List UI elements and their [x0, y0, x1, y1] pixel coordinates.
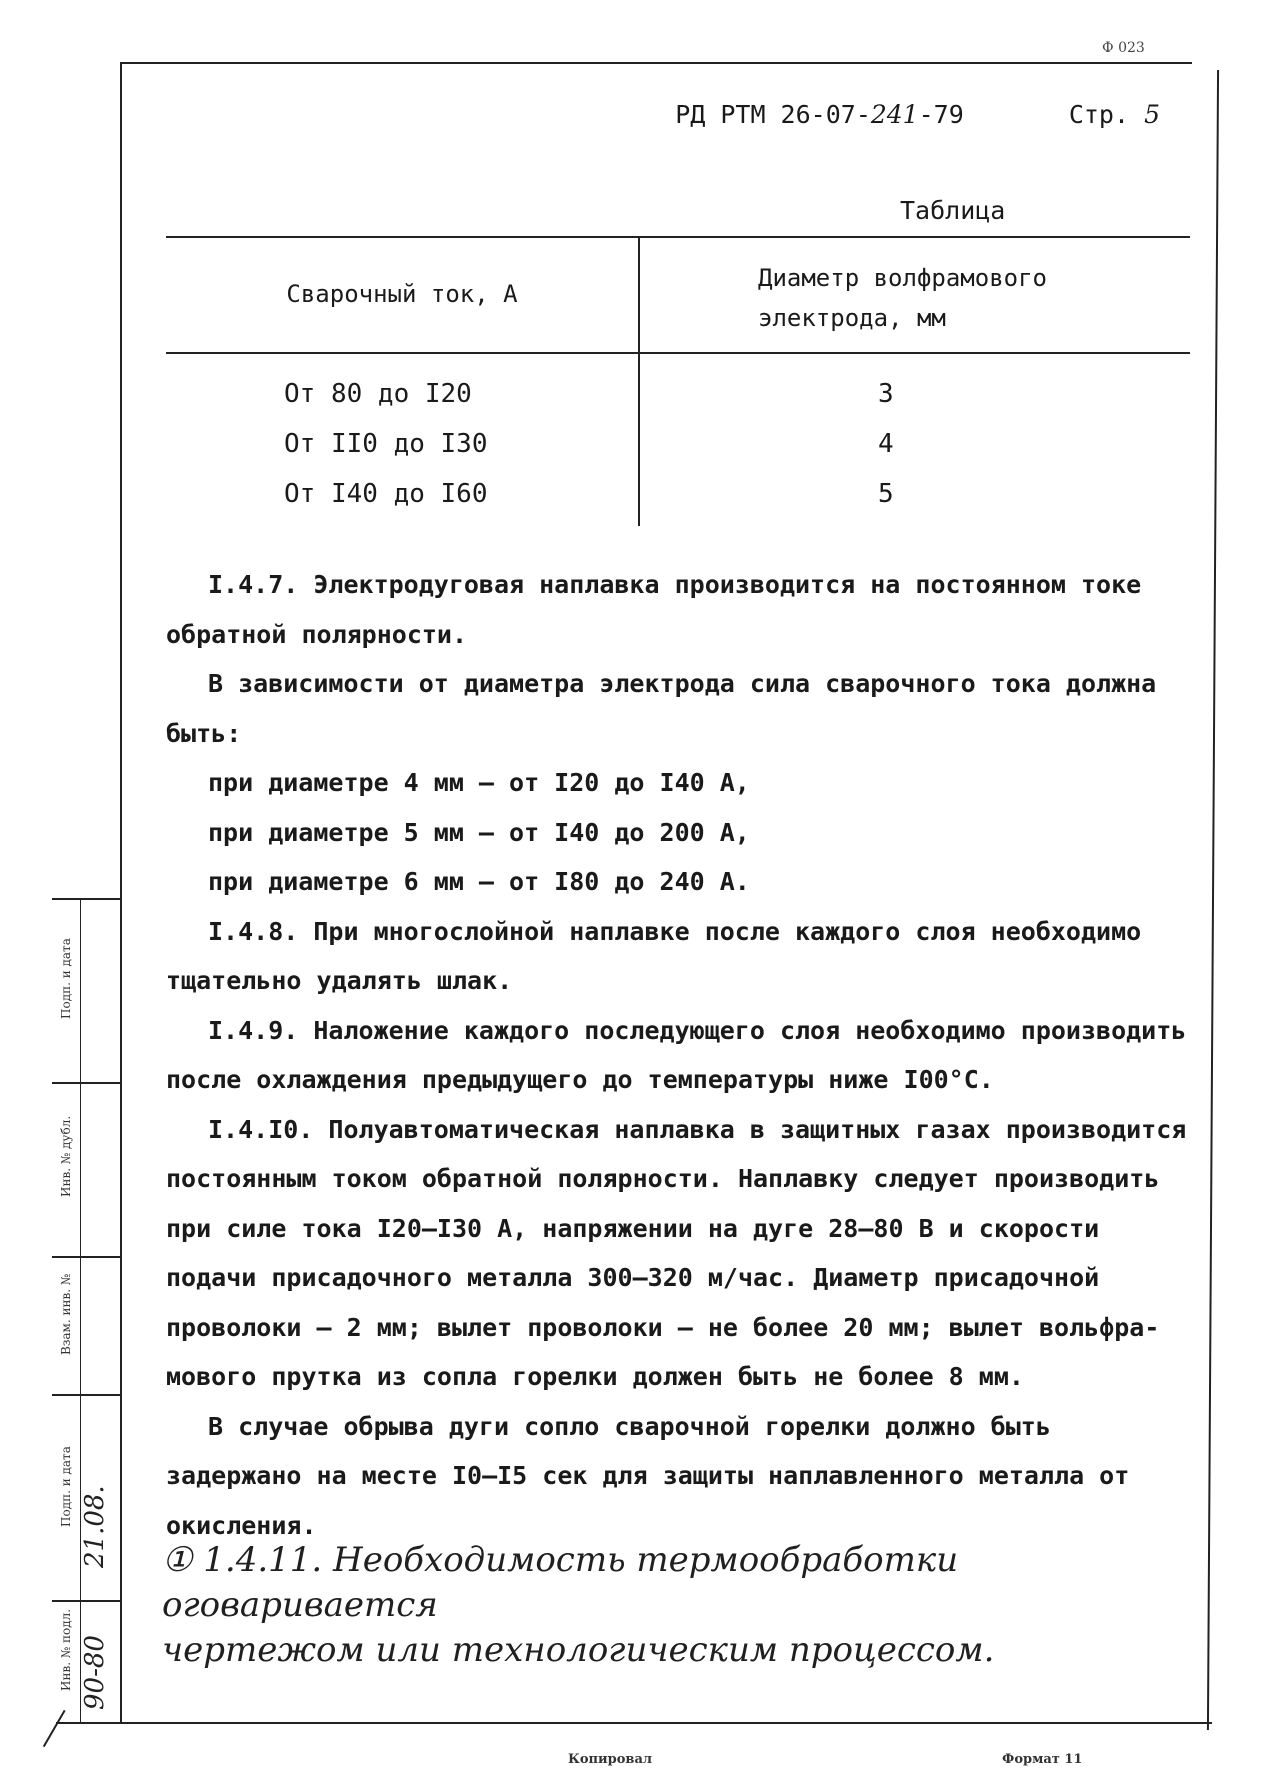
table-top-rule	[166, 236, 1190, 238]
table-cell-diameter: 4	[878, 429, 894, 459]
list-item: при диаметре 6 мм – от I80 до 240 А.	[208, 867, 750, 896]
frame-top-border	[122, 62, 1192, 64]
document-header	[0, 100, 1160, 129]
paragraph-1-4-8: I.4.8. При многослойной наплавке после каждого слоя необходимо	[208, 916, 1142, 946]
table-header-diameter	[758, 258, 1047, 338]
stamp-label-replacement-inventory: Взам. инв. №	[59, 1273, 73, 1355]
table-header-current: Сварочный ток, А	[286, 280, 518, 308]
stamp-label-signature-date: Подп. и дата	[59, 938, 73, 1019]
list-item: при диаметре 5 мм – от I40 до 200 А,	[208, 817, 750, 847]
table-header-diameter-line1: Диаметр волфрамового	[758, 264, 1047, 292]
frame-left-border	[120, 62, 122, 1722]
paragraph-1-4-10: I.4.I0. Полуавтоматическая наплавка в защитных газах производится	[208, 1114, 1187, 1144]
frame-bottom-border	[56, 1722, 1212, 1724]
table-row	[166, 379, 1190, 429]
text-line: обратной полярности.	[166, 619, 468, 649]
text-line: окисления.	[166, 1510, 317, 1540]
table-header-diameter-line2: электрода, мм	[758, 304, 946, 332]
data-table	[166, 236, 1190, 526]
text-line: после охлаждения предыдущего до температуры ниже I00°С.	[166, 1065, 994, 1094]
table-cell-current: От I40 до I60	[284, 479, 488, 509]
handwritten-addendum	[162, 1538, 1222, 1673]
stamp-label-dup-inventory: Инв. № дубл.	[59, 1115, 73, 1197]
stamp-date-value: 21.08.	[80, 1485, 110, 1568]
table-row	[166, 479, 1190, 529]
text-line: проволоки – 2 мм; вылет проволоки – не более 20 мм; вылет вольфра-	[166, 1312, 1160, 1342]
handwritten-line-2: чертежом или технологическим процессом.	[162, 1630, 995, 1670]
text-line: I.4.7. Электродуговая наплавка производится на постоянном токе	[208, 570, 1142, 599]
text-line: В зависимости от диаметра электрода сила сварочного тока должна	[208, 669, 1157, 698]
table-row	[166, 429, 1190, 479]
text-line: быть:	[166, 718, 242, 748]
footer-copied: Копировал	[568, 1752, 653, 1767]
text-line: задержано на месте I0–I5 сек для защиты наплавленного металла от	[166, 1461, 1130, 1490]
paragraph-1-4-7	[166, 560, 1206, 610]
page-number: 5	[1144, 100, 1160, 129]
text-line: постоянным током обратной полярности. Наплавку следует производить	[166, 1164, 1160, 1193]
body-text	[166, 560, 1206, 1550]
stamp-divider	[52, 1082, 120, 1084]
paragraph-1-4-9: I.4.9. Наложение каждого последующего слоя необходимо производить	[208, 1015, 1187, 1045]
table-caption: Таблица	[900, 196, 1006, 225]
doc-suffix: -79	[918, 100, 964, 129]
list-item: при диаметре 4 мм – от I20 до I40 А,	[208, 768, 750, 797]
frame-right-border	[1207, 70, 1219, 1730]
stamp-divider	[52, 898, 120, 900]
doc-prefix: РД РТМ 26-07-	[675, 100, 871, 129]
stamp-divider	[52, 1256, 120, 1258]
table-header-rule	[166, 352, 1190, 354]
page-label: Стр.	[1068, 100, 1130, 129]
stamp-inventory-value: 90-80	[80, 1635, 110, 1710]
text-line: подачи присадочного металла 300–320 м/час. Диаметр присадочной	[166, 1263, 1100, 1292]
text-line: тщательно удалять шлак.	[166, 966, 513, 995]
footer-format: Формат 11	[1002, 1752, 1083, 1767]
text-line: мового прутка из сопла горелки должен быть не более 8 мм.	[166, 1362, 1024, 1391]
table-cell-current: От 80 до I20	[284, 379, 472, 409]
table-cell-diameter: 5	[878, 479, 894, 509]
form-code: Ф 023	[1102, 40, 1145, 56]
table-cell-diameter: 3	[878, 379, 894, 409]
paragraph-arc-break: В случае обрыва дуги сопло сварочной горелки должно быть	[208, 1411, 1051, 1441]
stamp-label-original-inventory: Инв. № подл.	[59, 1608, 73, 1691]
stamp-label-signature-date-2: Подп. и дата	[59, 1446, 73, 1527]
stamp-divider	[52, 1394, 120, 1396]
handwritten-line-1: ① 1.4.11. Необходимость термообработки оговаривается	[162, 1540, 959, 1625]
side-stamp	[52, 898, 120, 1722]
text-line: при силе тока I20–I30 А, напряжении на дуге 28–80 В и скорости	[166, 1213, 1100, 1243]
table-cell-current: От II0 до I30	[284, 429, 488, 459]
corner-mark	[43, 1710, 81, 1756]
doc-number: 241	[870, 100, 919, 129]
stamp-column-divider	[80, 898, 81, 1722]
stamp-divider	[52, 1600, 120, 1602]
